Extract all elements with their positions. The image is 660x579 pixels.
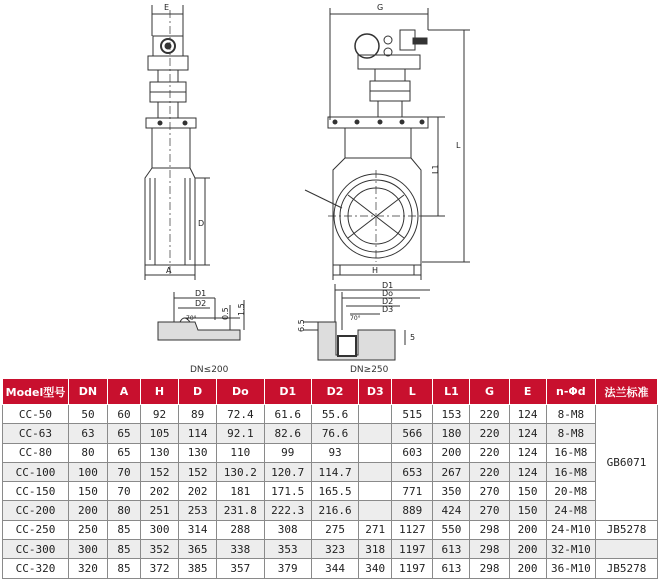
table-cell: 357 xyxy=(217,559,264,578)
table-cell: 300 xyxy=(68,540,107,559)
table-cell xyxy=(359,482,392,501)
detail-right-Do: Do xyxy=(382,289,394,298)
header-cell: L xyxy=(392,379,433,405)
header-cell: 法兰标准 xyxy=(596,379,658,405)
table-cell: 171.5 xyxy=(264,482,311,501)
table-cell xyxy=(359,405,392,424)
table-cell: 114 xyxy=(179,424,217,443)
table-cell: 352 xyxy=(140,540,178,559)
table-cell: 424 xyxy=(433,501,470,520)
table-cell: 82.6 xyxy=(264,424,311,443)
table-cell: CC-50 xyxy=(3,405,69,424)
header-cell: E xyxy=(509,379,546,405)
table-cell: 353 xyxy=(264,540,311,559)
table-cell: 50 xyxy=(68,405,107,424)
table-cell: 200 xyxy=(509,559,546,578)
table-cell: 124 xyxy=(509,462,546,481)
table-cell: 220 xyxy=(470,405,509,424)
header-cell: G xyxy=(470,379,509,405)
table-row xyxy=(3,443,658,462)
table-cell: 181 xyxy=(217,482,264,501)
table-cell: 65 xyxy=(108,424,141,443)
table-cell: 323 xyxy=(311,540,358,559)
detail-right-h2: 5 xyxy=(410,333,416,342)
table-cell: CC-300 xyxy=(3,540,69,559)
detail-left-D1: D1 xyxy=(195,289,207,298)
table-cell: 16-M8 xyxy=(546,443,595,462)
table-cell: 379 xyxy=(264,559,311,578)
detail-left-angle: 70° xyxy=(186,315,197,322)
table-cell: 298 xyxy=(470,520,509,539)
table-cell: 270 xyxy=(470,501,509,520)
table-cell: 150 xyxy=(509,482,546,501)
table-cell xyxy=(359,501,392,520)
table-cell xyxy=(359,424,392,443)
header-cell: D xyxy=(179,379,217,405)
detail-right-D2: D2 xyxy=(382,297,394,306)
table-cell: 200 xyxy=(509,540,546,559)
caption-dn-large: DN≥250 xyxy=(350,365,389,375)
table-cell: 216.6 xyxy=(311,501,358,520)
header-cell: D2 xyxy=(311,379,358,405)
label-E: E xyxy=(164,3,170,12)
flange-standard-cell: GB6071 xyxy=(596,405,658,521)
label-H: H xyxy=(372,266,379,275)
table-cell: 267 xyxy=(433,462,470,481)
table-cell: 340 xyxy=(359,559,392,578)
table-cell: 202 xyxy=(179,482,217,501)
table-cell: 110 xyxy=(217,443,264,462)
table-cell: 24-M8 xyxy=(546,501,595,520)
table-cell: 344 xyxy=(311,559,358,578)
table-cell: 318 xyxy=(359,540,392,559)
table-cell: 220 xyxy=(470,443,509,462)
table-cell: 85 xyxy=(108,559,141,578)
table-cell: 124 xyxy=(509,424,546,443)
table-row xyxy=(3,520,658,539)
table-cell: 150 xyxy=(68,482,107,501)
table-cell: 889 xyxy=(392,501,433,520)
table-cell: 298 xyxy=(470,559,509,578)
table-cell: 80 xyxy=(108,501,141,520)
table-cell: 271 xyxy=(359,520,392,539)
table-cell: 771 xyxy=(392,482,433,501)
detail-right-h1: 6.5 xyxy=(297,319,306,332)
table-cell: 20-M8 xyxy=(546,482,595,501)
table-cell: 275 xyxy=(311,520,358,539)
table-cell: 253 xyxy=(179,501,217,520)
table-cell: 180 xyxy=(433,424,470,443)
header-cell: Model型号 xyxy=(3,379,69,405)
table-cell: 8-M8 xyxy=(546,424,595,443)
label-D: D xyxy=(198,219,205,228)
table-cell: 1127 xyxy=(392,520,433,539)
table-cell: 566 xyxy=(392,424,433,443)
table-cell: 36-M10 xyxy=(546,559,595,578)
table-cell: 298 xyxy=(470,540,509,559)
table-cell: 120.7 xyxy=(264,462,311,481)
table-cell: 65 xyxy=(108,443,141,462)
table-cell: 288 xyxy=(217,520,264,539)
table-cell: 60 xyxy=(108,405,141,424)
table-cell: 231.8 xyxy=(217,501,264,520)
table-cell: 8-M8 xyxy=(546,405,595,424)
table-cell: 515 xyxy=(392,405,433,424)
table-row xyxy=(3,424,658,443)
table-cell: 220 xyxy=(470,424,509,443)
table-cell: 365 xyxy=(179,540,217,559)
flange-standard-cell xyxy=(596,540,658,559)
table-cell: CC-100 xyxy=(3,462,69,481)
header-cell: D1 xyxy=(264,379,311,405)
table-cell: 152 xyxy=(179,462,217,481)
label-G: G xyxy=(377,3,384,12)
table-cell: 99 xyxy=(264,443,311,462)
table-cell: 200 xyxy=(433,443,470,462)
detail-left-D2: D2 xyxy=(195,299,207,308)
table-cell: 130 xyxy=(179,443,217,462)
table-cell: 250 xyxy=(68,520,107,539)
table-cell: 653 xyxy=(392,462,433,481)
spec-table xyxy=(2,378,658,579)
header-cell: A xyxy=(108,379,141,405)
table-cell: 70 xyxy=(108,482,141,501)
table-cell xyxy=(359,462,392,481)
table-cell: CC-63 xyxy=(3,424,69,443)
table-cell: 32-M10 xyxy=(546,540,595,559)
table-cell: 385 xyxy=(179,559,217,578)
table-cell: 24-M10 xyxy=(546,520,595,539)
table-cell: 300 xyxy=(140,520,178,539)
table-cell: 165.5 xyxy=(311,482,358,501)
table-cell: CC-250 xyxy=(3,520,69,539)
table-cell: 314 xyxy=(179,520,217,539)
table-cell: 372 xyxy=(140,559,178,578)
table-cell: 70 xyxy=(108,462,141,481)
detail-right-D3: D3 xyxy=(382,305,394,314)
table-cell: 124 xyxy=(509,405,546,424)
table-cell: 100 xyxy=(68,462,107,481)
table-cell: 152 xyxy=(140,462,178,481)
table-cell: 93 xyxy=(311,443,358,462)
detail-left-h2: 1.5 xyxy=(237,303,246,316)
table-cell: 270 xyxy=(470,482,509,501)
table-cell: CC-80 xyxy=(3,443,69,462)
table-cell: 603 xyxy=(392,443,433,462)
table-cell: 72.4 xyxy=(217,405,264,424)
table-cell: 350 xyxy=(433,482,470,501)
table-cell: 320 xyxy=(68,559,107,578)
label-A: A xyxy=(166,266,172,275)
table-cell: 124 xyxy=(509,443,546,462)
table-cell: 150 xyxy=(509,501,546,520)
table-row xyxy=(3,501,658,520)
table-cell: 85 xyxy=(108,520,141,539)
header-cell: DN xyxy=(68,379,107,405)
table-cell: 130.2 xyxy=(217,462,264,481)
table-row xyxy=(3,405,658,424)
table-row xyxy=(3,482,658,501)
table-cell: 16-M8 xyxy=(546,462,595,481)
table-cell: 114.7 xyxy=(311,462,358,481)
table-cell xyxy=(359,443,392,462)
table-cell: 1197 xyxy=(392,540,433,559)
table-cell: 613 xyxy=(433,540,470,559)
detail-right-D1: D1 xyxy=(382,281,394,290)
table-cell: CC-200 xyxy=(3,501,69,520)
table-cell: 89 xyxy=(179,405,217,424)
header-cell: H xyxy=(140,379,178,405)
table-cell: 220 xyxy=(470,462,509,481)
table-cell: 130 xyxy=(140,443,178,462)
table-cell: 613 xyxy=(433,559,470,578)
header-cell: L1 xyxy=(433,379,470,405)
table-cell: 85 xyxy=(108,540,141,559)
caption-dn-small: DN≤200 xyxy=(190,365,229,375)
header-row xyxy=(3,379,658,405)
table-row xyxy=(3,540,658,559)
table-cell: 61.6 xyxy=(264,405,311,424)
flange-standard-cell: JB5278 xyxy=(596,520,658,539)
flange-standard-cell: JB5278 xyxy=(596,559,658,578)
table-cell: 92.1 xyxy=(217,424,264,443)
detail-left-h1: 0.5 xyxy=(221,307,230,320)
label-L: L xyxy=(456,141,461,150)
header-cell: n-Φd xyxy=(546,379,595,405)
table-cell: 55.6 xyxy=(311,405,358,424)
table-cell: 308 xyxy=(264,520,311,539)
table-cell: 76.6 xyxy=(311,424,358,443)
table-cell: 200 xyxy=(68,501,107,520)
detail-right-angle: 70° xyxy=(350,315,361,322)
table-cell: CC-150 xyxy=(3,482,69,501)
table-cell: CC-320 xyxy=(3,559,69,578)
table-cell: 251 xyxy=(140,501,178,520)
table-cell: 153 xyxy=(433,405,470,424)
table-cell: 200 xyxy=(509,520,546,539)
table-cell: 105 xyxy=(140,424,178,443)
table-cell: 202 xyxy=(140,482,178,501)
table-cell: 80 xyxy=(68,443,107,462)
label-L1: L1 xyxy=(431,164,440,174)
table-cell: 92 xyxy=(140,405,178,424)
table-row xyxy=(3,559,658,578)
table-row xyxy=(3,462,658,481)
table-cell: 338 xyxy=(217,540,264,559)
table-cell: 1197 xyxy=(392,559,433,578)
table-cell: 550 xyxy=(433,520,470,539)
table-cell: 63 xyxy=(68,424,107,443)
table-cell: 222.3 xyxy=(264,501,311,520)
header-cell: D3 xyxy=(359,379,392,405)
header-cell: Do xyxy=(217,379,264,405)
